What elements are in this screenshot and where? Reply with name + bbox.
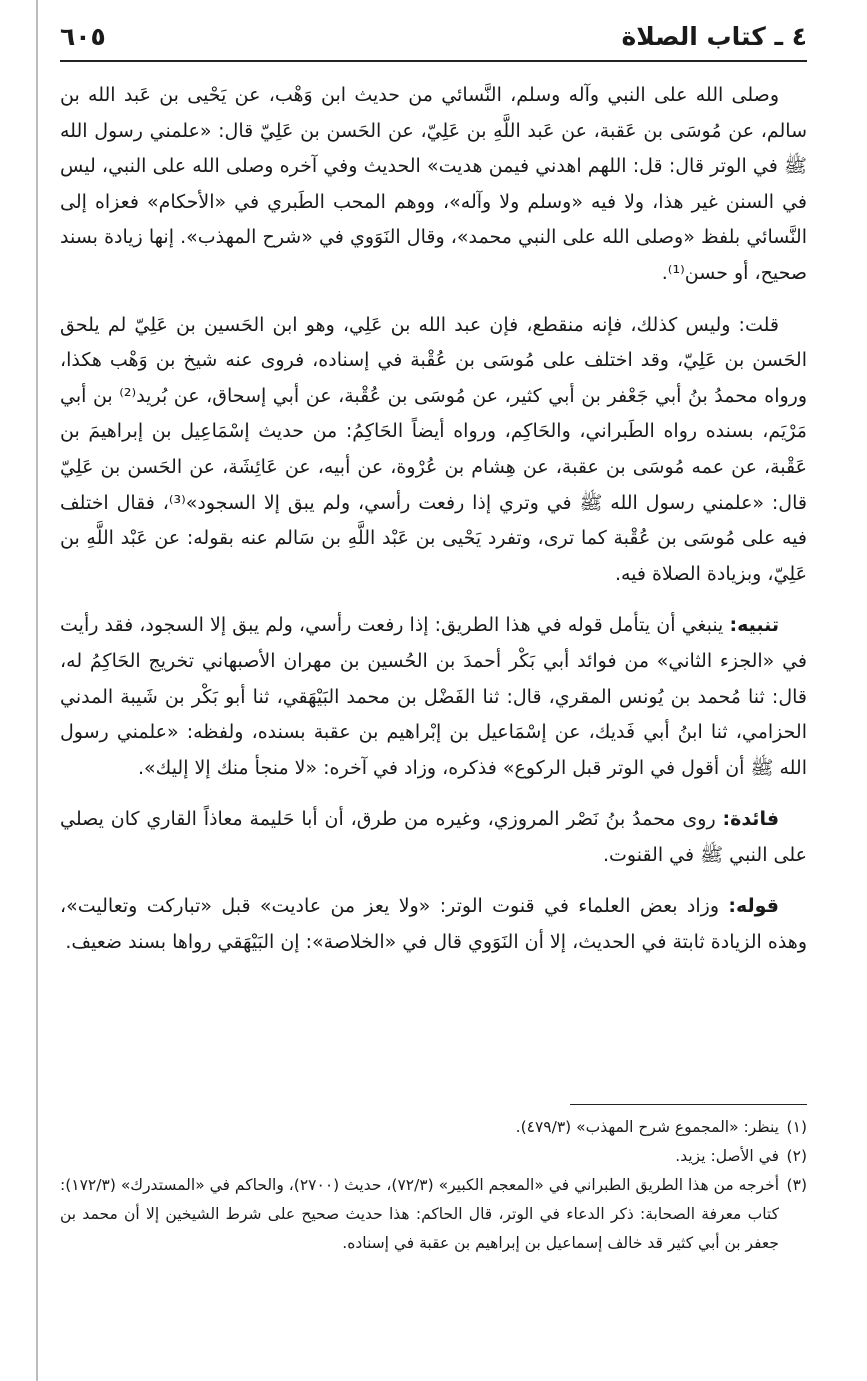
paragraph — [60, 78, 807, 292]
paragraph-lead: فائدة: — [722, 808, 780, 831]
running-header — [60, 18, 807, 58]
paragraph-lead: قوله: — [728, 895, 779, 918]
binding-edge — [36, 0, 38, 1381]
footnotes — [60, 1113, 807, 1258]
header-divider — [60, 60, 807, 62]
paragraph-text: ينبغي أن يتأمل قوله في هذا الطريق: إذا رفعت رأسي، ولم يبق إلا السجود، فقد رأيت في «الجزء الثاني» من فوائد أبي بَكْر أحمدَ بن الحُسين بن مهران الأصبهاني تخريج الحَاكِمُ له، قال: ثنا مُحمد بن يُونس المقري، قال: ثنا الفَضْل بن محمد البَيْهَقي، ثنا أبو بَكْر بن شَيبة المدني الحزامي، ثنا ابنُ أبي فَديك، عن إسْمَاعيل بن إبْراهيم بن عقبة بسنده، ولفظه: «علمني رسول الله ﷺ أن أقول في الوتر قبل الركوع» فذكره، وزاد في آخره: «لا منجأ منك إلا إليك». — [60, 614, 807, 779]
paragraph — [60, 608, 807, 786]
page-number: ٦٠٥ — [60, 22, 106, 51]
main-text — [60, 78, 807, 977]
paragraph — [60, 308, 807, 593]
paragraph-text: روى محمدُ بنُ نَصْر المروزي، وغيره من طرق، أن أبا حَليمة معاذاً القاري كان يصلي على النبي ﷺ في القنوت. — [60, 808, 807, 866]
footnote-text: ينظر: «المجموع شرح المهذب» (٤٧٩/٣). — [515, 1118, 779, 1136]
chapter-title: ٤ ـ كتاب الصلاة — [621, 22, 807, 51]
footnote — [60, 1142, 807, 1171]
footnote-number: (٢) — [786, 1147, 807, 1165]
footnote-divider — [570, 1104, 807, 1105]
footnote-text: في الأصل: يزيد. — [675, 1147, 779, 1165]
paragraph-text: وصلى الله على النبي وآله وسلم، النَّسائي من حديث ابن وَهْب، عن يَحْيى بن عَبد الله بن سالم، عن مُوسَى بن عَقبة، عن عَبد اللَّهِ بن عَلِيّ، عن الحَسن بن عَلِيّ قال: «علمني رسول الله ﷺ في الوتر قال: قل: اللهم اهدني فيمن هديت» الحديث وفي آخره وصلى الله على النبي، ليس في السنن غير هذا، ولا فيه «وسلم ولا وآله»، ووهم المحب الطَبري في «الأحكام» فعزاه إلى النَّسائي بلفظ «وصلى الله على النبي محمد»، وقال النَوَوي في «شرح المهذب». إنها زيادة بسند صحيح، أو حسن⁽¹⁾. — [60, 84, 807, 284]
paragraph-lead: تنبيه: — [729, 614, 779, 637]
footnote — [60, 1171, 807, 1258]
footnote-number: (١) — [786, 1118, 807, 1136]
paragraph — [60, 889, 807, 960]
paragraph — [60, 802, 807, 873]
paragraph-text: قلت: وليس كذلك، فإنه منقطع، فإن عبد الله بن عَلِي، وهو ابن الحَسين بن عَلِيّ لم يلحق الحَسن بن عَلِيّ، وقد اختلف على مُوسَى بن عُقْبة في إسناده، فروى عنه شيخ بن وَهْب هكذا، ورواه محمدُ بنُ أبي جَعْفر بن أبي كثير، عن مُوسَى بن عُقْبة، عن أبي إسحاق، عن بُريد⁽²⁾ بن أبي مَرْيَم، بسنده رواه الطَبراني، والحَاكِم، ورواه أيضاً الحَاكِمُ: من حديث إسْمَاعِيل بن إبراهيمَ بن عَقْبة، عن عمه مُوسَى بن عقبة، عن هِشام بن عُرْوة، عن أبيه، عن عَائِشَة، عن الحَسن بن عَلِيّ قال: «علمني رسول الله ﷺ في وتري إذا رفعت رأسي، ولم يبق إلا السجود»⁽³⁾، فقال اختلف فيه على مُوسَى بن عُقْبة كما ترى، وتفرد يَحْيى بن عَبْد اللَّهِ بن سَالم عنه بقوله: عن عَبْد اللَّهِ بن عَلِيّ، وبزيادة الصلاة فيه. — [60, 313, 807, 585]
footnote-number: (٣) — [786, 1176, 807, 1194]
footnote-text: أخرجه من هذا الطريق الطبراني في «المعجم الكبير» (٧٢/٣)، حديث (٢٧٠٠)، والحاكم في «المستدرك» (١٧٢/٣): كتاب معرفة الصحابة: ذكر الدعاء في الوتر، قال الحاكم: هذا حديث صحيح على شرط الشيخين إلا أن محمد بن جعفر بن أبي كثير قد خالف إسماعيل بن إبراهيم بن عقبة في إسناده. — [60, 1176, 779, 1252]
paragraph-text: وزاد بعض العلماء في قنوت الوتر: «ولا يعز من عاديت» قبل «تباركت وتعاليت»، وهذه الزيادة ثابتة في الحديث، إلا أن النَوَوي قال في «الخلاصة»: إن البَيْهَقي رواها بسند ضعيف. — [60, 895, 807, 954]
footnote — [60, 1113, 807, 1142]
